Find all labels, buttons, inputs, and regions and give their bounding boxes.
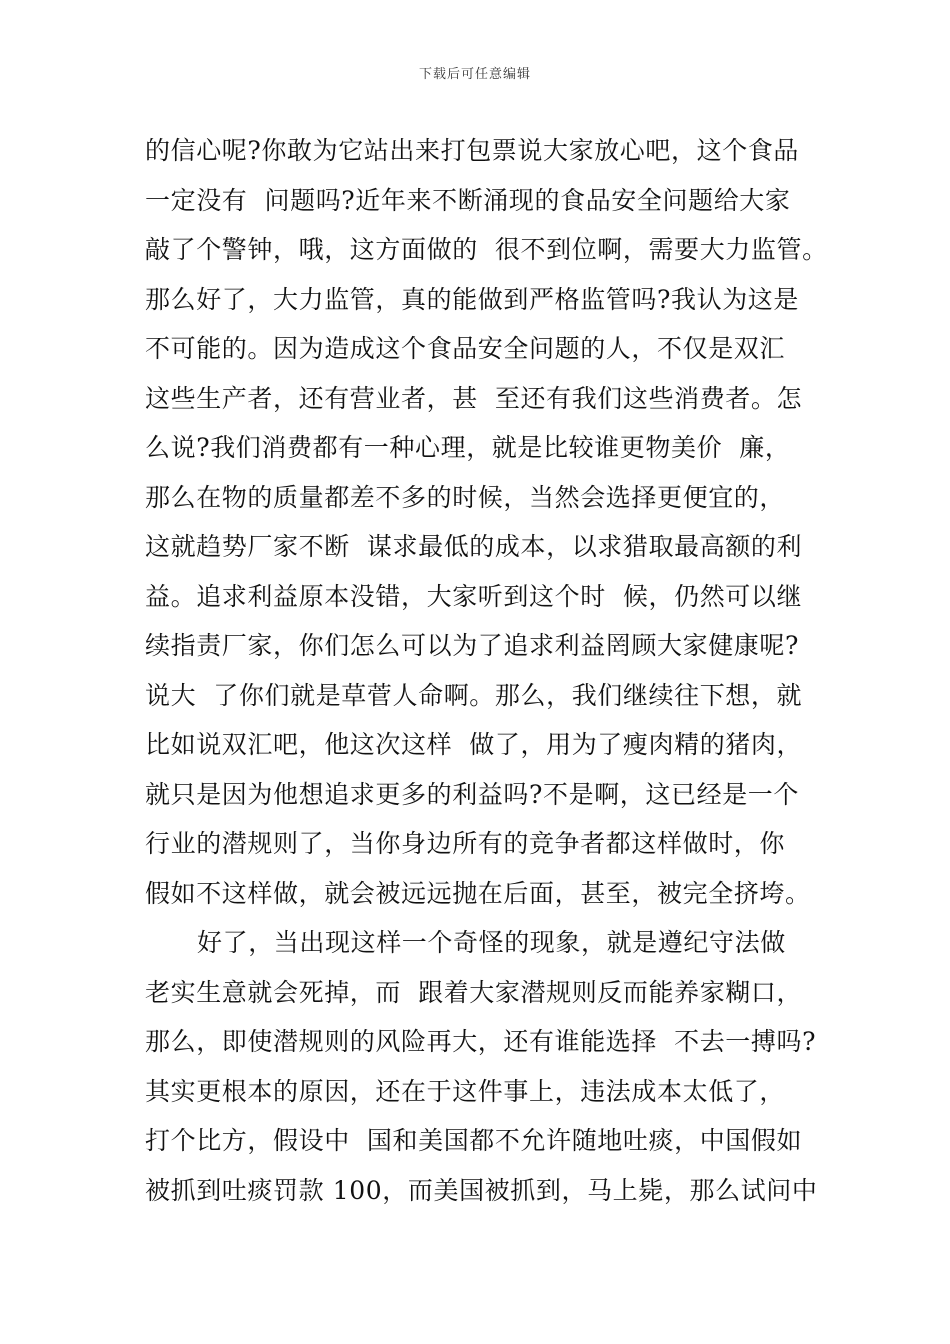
paragraph-2 bbox=[145, 918, 825, 1215]
text-line: 其实更根本的原因，还在于这件事上，违法成本太低了， bbox=[145, 1076, 786, 1106]
text-line: 说大 了你们就是草菅人命啊。那么，我们继续往下想，就 bbox=[145, 680, 803, 710]
text-line: 比如说双汇吧，他这次这样 做了，用为了瘦肉精的猪肉， bbox=[145, 730, 803, 759]
text-line: 一定没有 问题吗?近年来不断涌现的食品安全问题给大家 bbox=[145, 185, 791, 215]
page-header: 下载后可任意编辑 bbox=[418, 67, 531, 82]
text-line: 这就趋势厂家不断 谋求最低的成本，以求猎取最高额的利 bbox=[145, 532, 803, 561]
paragraph-1 bbox=[145, 126, 828, 918]
text-line: 假如不这样做，就会被远远抛在后面，甚至，被完全挤垮。 bbox=[145, 878, 811, 908]
text-line: 被抓到吐痰罚款 100，而美国被抓到，马上毙，那么试问中 bbox=[145, 1175, 818, 1205]
document-body bbox=[145, 126, 828, 1215]
text-line: 打个比方，假设中 国和美国都不允许随地吐痰，中国假如 bbox=[145, 1126, 803, 1155]
text-line: 行业的潜规则了，当你身边所有的竞争者都这样做时，你 bbox=[145, 829, 786, 858]
text-line: 敲了个警钟，哦，这方面做的 很不到位啊，需要大力监管。 bbox=[145, 235, 828, 264]
text-line: 这些生产者，还有营业者，甚 至还有我们这些消费者。怎 bbox=[145, 383, 803, 413]
text-line: 续指责厂家，你们怎么可以为了追求利益罔顾大家健康呢? bbox=[145, 631, 800, 660]
text-line: 不可能的。因为造成这个食品安全问题的人，不仅是双汇 bbox=[145, 334, 786, 363]
text-line: 益。追求利益原本没错，大家听到这个时 候，仍然可以继 bbox=[145, 581, 803, 611]
text-line: 的信心呢?你敢为它站出来打包票说大家放心吧，这个食品 bbox=[145, 136, 800, 165]
text-line: 那么好了，大力监管，真的能做到严格监管吗?我认为这是 bbox=[145, 284, 800, 314]
text-line: 那么在物的质量都差不多的时候，当然会选择更便宜的， bbox=[145, 482, 786, 512]
text-line: 么说?我们消费都有一种心理，就是比较谁更物美价 廉， bbox=[145, 433, 791, 462]
text-line: 好了，当出现这样一个奇怪的现象，就是遵纪守法做 bbox=[197, 928, 786, 957]
text-line: 老实生意就会死掉，而 跟着大家潜规则反而能养家糊口， bbox=[145, 977, 803, 1007]
text-line: 那么，即使潜规则的风险再大，还有谁能选择 不去一搏吗? bbox=[145, 1027, 817, 1056]
text-line: 就只是因为他想追求更多的利益吗?不是啊，这已经是一个 bbox=[145, 779, 800, 809]
